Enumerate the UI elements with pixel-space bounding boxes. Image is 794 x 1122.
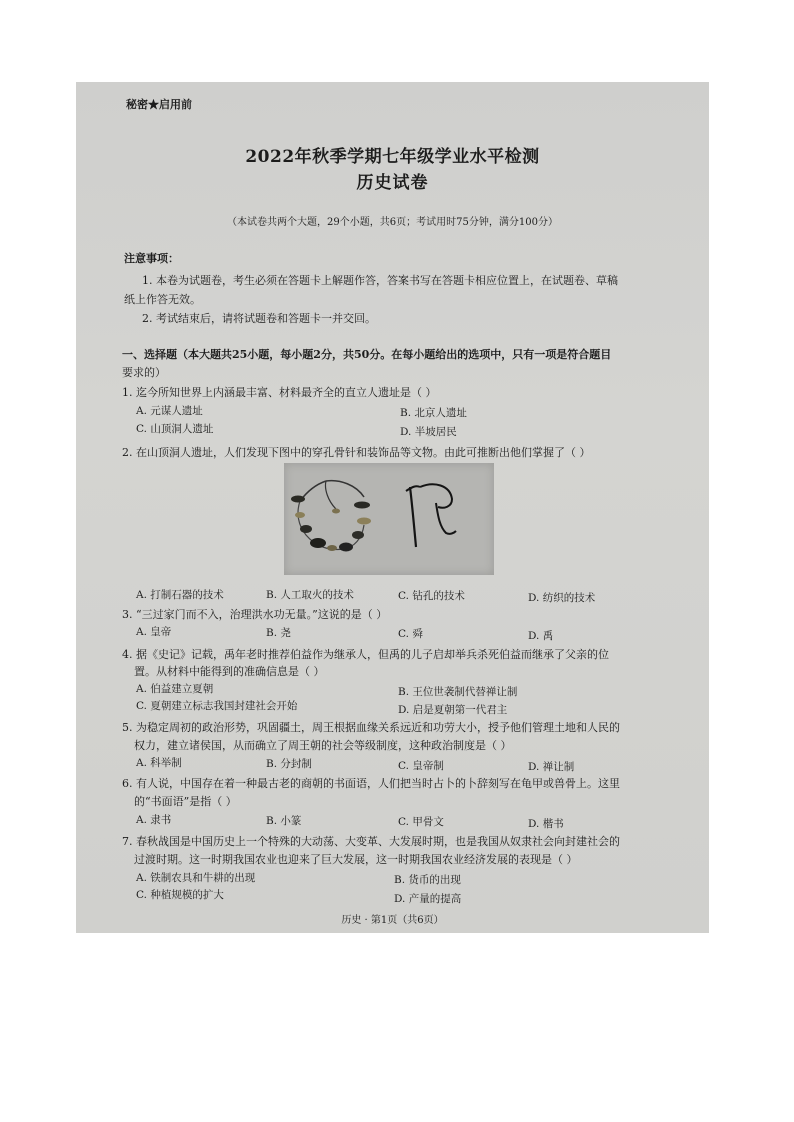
artifact-photo [284, 463, 494, 575]
question-5-option-a[interactable]: A. 科举制 [136, 757, 182, 769]
question-6-option-c[interactable]: C. 甲骨文 [398, 816, 444, 828]
exam-info-note: （本试卷共两个大题，29个小题，共6页；考试用时75分钟，满分100分） [227, 217, 558, 228]
question-4-option-b[interactable]: B. 王位世袭制代替禅让制 [398, 686, 518, 698]
question-4-option-a[interactable]: A. 伯益建立夏朝 [136, 683, 214, 695]
notice-heading: 注意事项： [124, 252, 179, 265]
question-2-option-d[interactable]: D. 纺织的技术 [528, 592, 596, 604]
necklace-and-bone-needle-image [284, 463, 494, 575]
question-1-stem: 1. 迄今所知世界上内涵最丰富、材料最齐全的直立人遗址是（ ） [122, 386, 437, 399]
question-6-option-d[interactable]: D. 楷书 [528, 818, 564, 830]
question-3-option-d[interactable]: D. 禹 [528, 630, 554, 642]
page-footer: 历史 · 第1页（共6页） [341, 915, 444, 926]
question-2-option-b[interactable]: B. 人工取火的技术 [266, 589, 354, 601]
question-7-option-c[interactable]: C. 种植规模的扩大 [136, 889, 224, 901]
exam-page [76, 82, 709, 933]
question-7-option-b[interactable]: B. 货币的出现 [394, 874, 461, 886]
question-1-option-b[interactable]: B. 北京人遗址 [400, 407, 467, 419]
question-5-option-d[interactable]: D. 禅让制 [528, 761, 575, 773]
confidential-label: 秘密★启用前 [126, 98, 192, 111]
section-heading: 一、选择题（本大题共25小题，每小题2分，共50分。在每小题给出的选项中，只有一项是符合题目 [122, 348, 612, 361]
question-1-option-a[interactable]: A. 元谋人遗址 [136, 405, 203, 417]
question-2-stem: 2. 在山顶洞人遗址，人们发现下图中的穿孔骨针和装饰品等文物。由此可推断出他们掌握了（ ） [122, 446, 591, 459]
question-3-option-b[interactable]: B. 尧 [266, 627, 291, 639]
question-5-stem-cont: 权力，建立诸侯国，从而确立了周王朝的社会等级制度，这种政治制度是（ ） [134, 739, 512, 752]
section-heading-cont: 要求的） [122, 366, 166, 379]
question-7-option-d[interactable]: D. 产量的提高 [394, 893, 462, 905]
exam-title: 2022年秋季学期七年级学业水平检测 [245, 147, 540, 167]
question-6-stem: 6. 有人说，中国存在着一种最古老的商朝的书面语，人们把当时占卜的卜辞刻写在龟甲或兽骨上。这里 [122, 777, 620, 790]
question-7-stem-cont: 过渡时期。这一时期我国农业也迎来了巨大发展，这一时期我国农业经济发展的表现是（ ） [134, 853, 578, 866]
question-4-stem: 4. 据《史记》记载，禹年老时推荐伯益作为继承人，但禹的儿子启却举兵杀死伯益而继承了父亲的位 [122, 648, 609, 661]
notice-item-1: 1. 本卷为试题卷，考生必须在答题卡上解题作答，答案书写在答题卡相应位置上，在试题卷、草稿 [142, 274, 618, 287]
question-7-stem: 7. 春秋战国是中国历史上一个特殊的大动荡、大变革、大发展时期，也是我国从奴隶社会向封建社会的 [122, 835, 620, 848]
question-6-option-b[interactable]: B. 小篆 [266, 815, 302, 827]
exam-subject-title: 历史试卷 [356, 173, 429, 193]
question-2-option-c[interactable]: C. 钻孔的技术 [398, 590, 465, 602]
question-6-stem-cont: 的“书面语”是指（ ） [134, 795, 237, 808]
question-4-stem-cont: 置。从材料中能得到的准确信息是（ ） [134, 665, 325, 678]
question-5-stem: 5. 为稳定周初的政治形势，巩固疆土，周王根据血缘关系远近和功劳大小，授予他们管理土地和人民的 [122, 721, 620, 734]
question-6-option-a[interactable]: A. 隶书 [136, 814, 172, 826]
question-3-option-c[interactable]: C. 舜 [398, 628, 423, 640]
notice-item-2: 2. 考试结束后，请将试题卷和答题卡一并交回。 [142, 312, 376, 325]
question-7-option-a[interactable]: A. 铁制农具和牛耕的出现 [136, 872, 256, 884]
question-1-option-c[interactable]: C. 山顶洞人遗址 [136, 423, 214, 435]
question-2-option-a[interactable]: A. 打制石器的技术 [136, 589, 224, 601]
question-4-option-c[interactable]: C. 夏朝建立标志我国封建社会开始 [136, 700, 298, 712]
question-4-option-d[interactable]: D. 启是夏朝第一代君主 [398, 704, 508, 716]
question-5-option-c[interactable]: C. 皇帝制 [398, 760, 444, 772]
notice-item-1-cont: 纸上作答无效。 [124, 293, 201, 306]
question-3-option-a[interactable]: A. 皇帝 [136, 626, 172, 638]
question-5-option-b[interactable]: B. 分封制 [266, 758, 312, 770]
question-3-stem: 3. “三过家门而不入，治理洪水功无量。”这说的是（ ） [122, 608, 388, 621]
question-1-option-d[interactable]: D. 半坡居民 [400, 426, 457, 438]
